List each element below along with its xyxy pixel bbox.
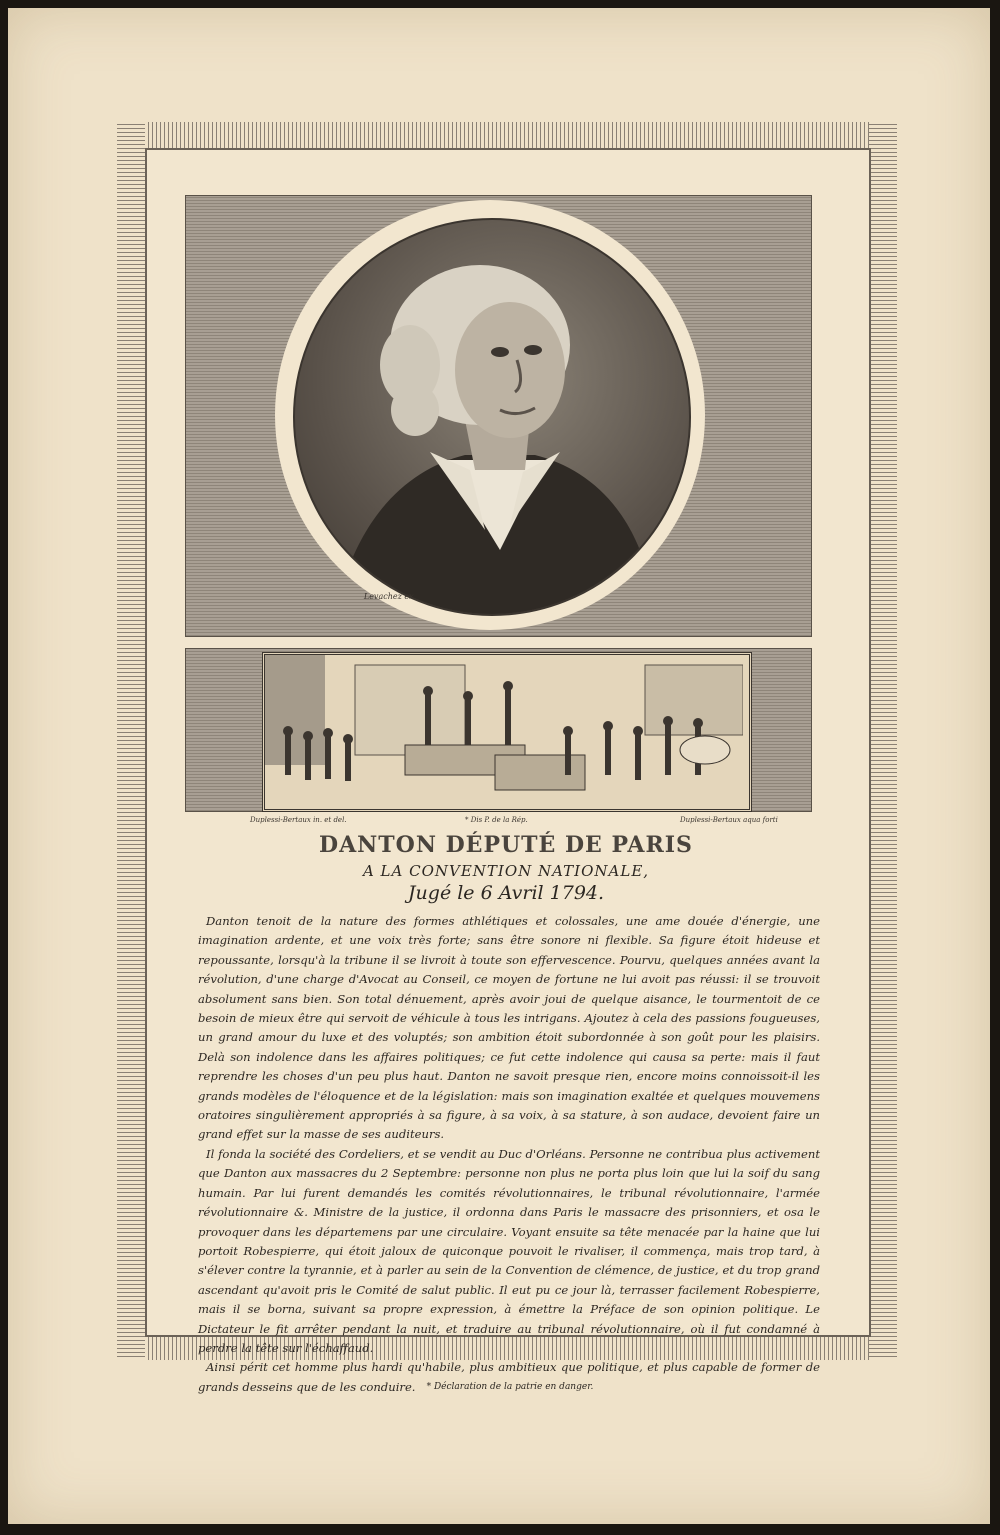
- portrait-image: [293, 218, 691, 616]
- biography-text: [198, 912, 820, 1397]
- paragraph: Il fonda la société des Cordeliers, et se vendit au Duc d'Orléans. Personne ne contribua plus activement que Danton aux massacres du 2 Septembre: personne non plus ne porta plus loin que lui la soif du sang humain. Par lui furent demandés les comités révolutionnaires, le tribunal révolutionnaire, l'armée révolutionnaire &. Ministre de la justice, il ordonna dans Paris le massacre des prisonniers, et osa le provoquer dans les départemens par une circulaire. Voyant ensuite sa tête menacée par la haine que lui portoit Robespierre, qui étoit jaloux de quiconque pouvoit le rivaliser, il commença, mais trop tard, à s'élever contre la tyrannie, et à parler au sein de la Convention de clémence, de justice, et du trop grand ascendant qu'avoit pris le Comité de salut public. Il eut pu ce jour là, terrasser facilement Robespierre, mais il se borna, suivant sa propre expression, à émettre la Préface de son opinion politique. Le Dictateur le fit arrêter pendant la nuit, et traduire au tribunal révolutionnaire, où il fut condamné à perdre la tête sur l'échaffaud.: [198, 1146, 820, 1355]
- engraver-credit: Levachez ex.: [363, 592, 417, 601]
- footnote: * Déclaration de la patrie en danger.: [426, 1382, 594, 1392]
- credit-center: * Dis P. de la Rép.: [465, 816, 528, 824]
- border-left: [117, 122, 145, 1360]
- page-title: DANTON DÉPUTÉ DE PARIS: [319, 832, 693, 858]
- paragraph: Ainsi périt cet homme plus hardi qu'habile, plus ambitieux que politique, et plus capable de former de grands desseins que de les conduire.: [198, 1360, 820, 1394]
- scene-image: [262, 652, 752, 812]
- scene-illustration: [265, 655, 743, 803]
- border-top: [117, 122, 897, 150]
- border-right: [869, 122, 897, 1360]
- page-subtitle: A LA CONVENTION NATIONALE,: [362, 862, 650, 880]
- date-line: Jugé le 6 Avril 1794.: [407, 882, 605, 904]
- credit-left: Duplessi-Bertaux in. et del.: [250, 816, 347, 824]
- scene-credits: [200, 816, 800, 828]
- portrait-figure: [295, 220, 689, 614]
- paragraph: Danton tenoit de la nature des formes athlétiques et colossales, une ame douée d'énergie, une imagination ardente, et une voix très forte; sans être sonore ni flexible. Sa figure étoit hideuse et repoussante, lorsqu'à la tribune il se livroit à toute son effervescence. Pourvu, quelques années avant la révolution, d'une charge d'Avocat au Conseil, ce moyen de fortune ne lui avoit pas réussi: il se trouvoit absolument sans bien. Son total dénuement, après avoir joui de quelque aisance, le tourmentoit de ce besoin de mieux être qui servoit de véhicule à tous les intrigans. Ajoutez à cela des passions fougueuses, un grand amour du luxe et des voluptés; son ambition étoit subordonnée à son goût pour les plaisirs. Delà son indolence dans les affaires politiques; ce fut cette indolence qui causa sa perte: mais il faut reprendre les choses d'un peu plus haut. Danton ne savoit presque rien, encore moins connoissoit-il les grands modèles de l'éloquence et de la législation: mais son imagination exaltée et quelques mouvemens oratoires singulièrement appropriés à sa figure, à sa voix, à sa stature, à son audace, devoient faire un grand effet sur la masse de ses auditeurs.: [198, 914, 820, 1142]
- credit-right: Duplessi-Bertaux aqua forti: [680, 816, 778, 824]
